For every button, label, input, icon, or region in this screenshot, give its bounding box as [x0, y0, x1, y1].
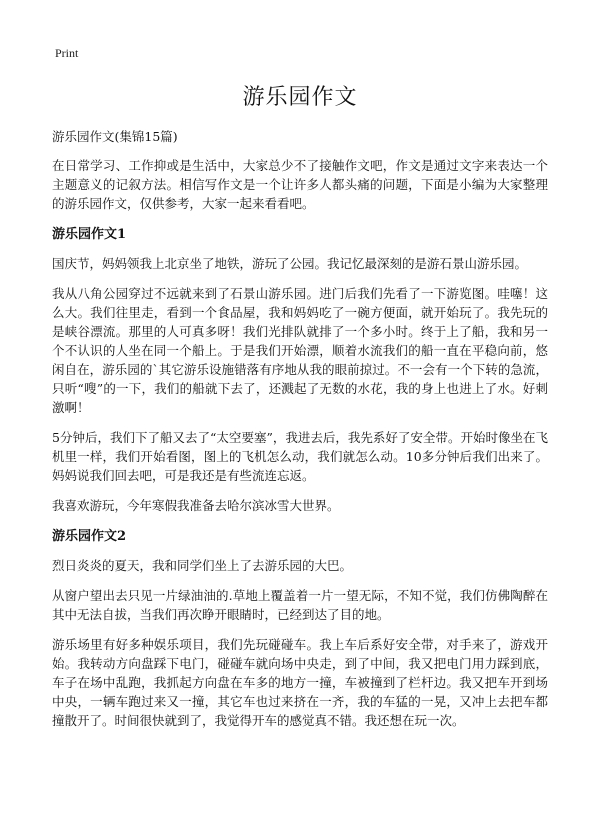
section-2-paragraph-2: 从窗户望出去只见一片绿油油的.草地上覆盖着一片一望无际，不知不觉，我们仿佛陶醉在其中无法自拔，当我们再次睁开眼睛时，已经到达了目的地。: [52, 588, 548, 622]
intro-paragraph: 在日常学习、工作抑或是生活中，大家总少不了接触作文吧，作文是通过文字来表达一个主题意义的记叙方法。相信写作文是一个让许多人都头痛的问题，下面是小编为大家整理的游乐园作文，仅供参考，大家一起来看看吧。: [52, 158, 548, 211]
document-subtitle: 游乐园作文(集锦15篇): [52, 129, 178, 144]
section-2-paragraph-1: 烈日炎炎的夏天，我和同学们坐上了去游乐园的大巴。: [52, 558, 353, 573]
section-1-paragraph-2: 我从八角公园穿过不远就来到了石景山游乐园。进门后我们先看了一下游览图。哇噻！这么大。我们往里走，看到一个食品屋，我和妈妈吃了一碗方便面，就开始玩了。我先玩的是峡谷漂流。那里的人可真多呀！我们光排队就排了一个多小时。终于上了船，我和另一个不认识的人坐在同一个船上。于是我们开始漂，顺着水流我们的船一直在平稳向前，悠闲自在，游乐园的`其它游乐设施错落有序地从我的眼前掠过。不一会有一个下转的急流，只听“嗖”的一下，我们的船就下去了，还溅起了无数的水花，我的身上也进上了水。好刺激啊！: [52, 286, 548, 415]
section-1-paragraph-1: 国庆节，妈妈领我上北京坐了地铁，游玩了公园。我记忆最深刻的是游石景山游乐园。: [52, 256, 528, 271]
page-title: 游乐园作文: [242, 85, 358, 110]
section-2-paragraph-3: 游乐场里有好多种娱乐项目，我们先玩碰碰车。我上车后系好安全带，对手来了，游戏开始。我转动方向盘踩下电门，碰碰车就向场中央走，到了中间，我又把电门用力踩到底，车子在场中乱跑，我抓起方向盘在车多的地方一撞，车被撞到了栏杆边。我又把车开到场中央，一辆车跑过来又一撞，其它车也过来挤在一齐，我的车猛的一晃，又冲上去把车都撞散开了。时间很快就到了，我觉得开车的感觉真不错。我还想在玩一次。: [52, 637, 548, 728]
section-heading-1: 游乐园作文1: [52, 227, 127, 242]
section-1-paragraph-4: 我喜欢游玩，今年寒假我准备去哈尔滨冰雪大世界。: [52, 498, 340, 513]
section-heading-2: 游乐园作文2: [52, 529, 127, 544]
section-1-paragraph-3: 5分钟后，我们下了船又去了“太空要塞”，我进去后，我先系好了安全带。开始时像坐在飞机里一样，我们开始看图，图上的飞机怎么动，我们就怎么动。10多分钟后我们出来了。妈妈说我们回去吧，可是我还是有些流连忘返。: [52, 430, 548, 483]
print-link[interactable]: Print: [55, 46, 79, 60]
